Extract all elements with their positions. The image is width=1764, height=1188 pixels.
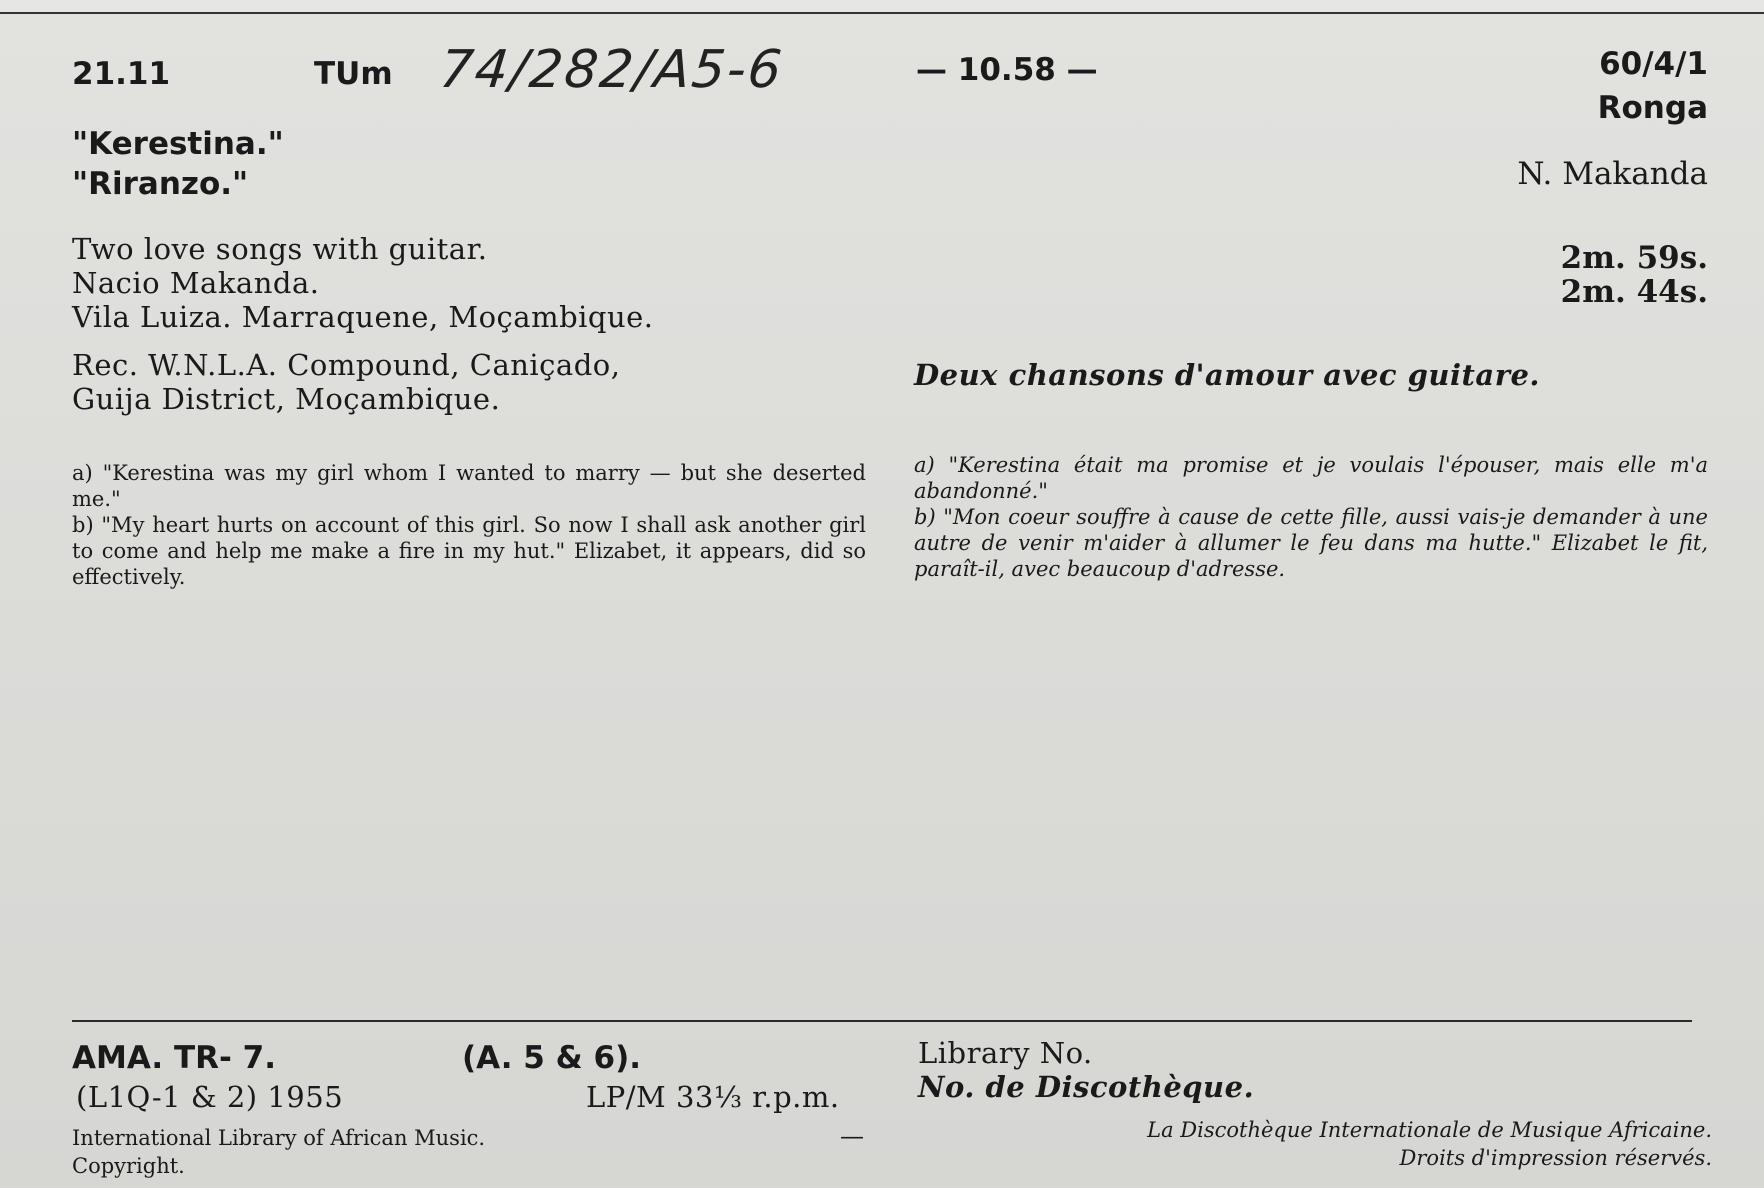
footer-dash: — bbox=[840, 1122, 864, 1150]
recording-location-1: Rec. W.N.L.A. Compound, Caniçado, bbox=[72, 348, 621, 382]
library-number-label: Library No. bbox=[918, 1036, 1093, 1070]
record-format: LP/M 33⅓ r.p.m. bbox=[586, 1080, 840, 1114]
french-description: Deux chansons d'amour avec guitare. bbox=[914, 358, 1541, 392]
copyright-french: Droits d'impression réservés. bbox=[1399, 1146, 1712, 1170]
recording-location-2: Guija District, Moçambique. bbox=[72, 382, 501, 416]
duration-1: 2m. 59s. bbox=[1560, 240, 1708, 276]
description-line-2: Nacio Makanda. bbox=[72, 266, 320, 300]
card-top-edge bbox=[0, 0, 1764, 14]
description-line-1: Two love songs with guitar. bbox=[72, 232, 488, 266]
record-code: TUm bbox=[314, 56, 393, 92]
album-sides: (A. 5 & 6). bbox=[462, 1040, 642, 1076]
handwritten-reference: 74/282/A5-6 bbox=[436, 40, 787, 100]
catalog-number: — 10.58 — bbox=[916, 52, 1098, 88]
performer-name: N. Makanda bbox=[1517, 156, 1708, 192]
record-date: 21.11 bbox=[72, 56, 171, 92]
library-number-label-fr: No. de Discothèque. bbox=[918, 1070, 1255, 1104]
publisher-french: La Discothèque Internationale de Musique Africaine. bbox=[1147, 1118, 1712, 1142]
notes-english bbox=[72, 460, 866, 590]
note-en-b: b) "My heart hurts on account of this girl. So now I shall ask another girl to come and help me make a fire in my hut." Elizabet, it appears, did so effectively. bbox=[72, 513, 866, 589]
note-fr-a: a) "Kerestina était ma promise et je voulais l'épouser, mais elle m'a abandonné." bbox=[914, 453, 1708, 503]
album-number: AMA. TR- 7. bbox=[72, 1040, 276, 1076]
publisher-english: International Library of African Music. bbox=[72, 1126, 486, 1150]
notes-french bbox=[914, 452, 1708, 582]
note-en-a: a) "Kerestina was my girl whom I wanted to marry — but she deserted me." bbox=[72, 461, 866, 511]
language-label: Ronga bbox=[1597, 90, 1708, 126]
footer-divider bbox=[72, 1020, 1692, 1022]
song-title-1: "Kerestina." bbox=[72, 126, 284, 162]
duration-2: 2m. 44s. bbox=[1560, 274, 1708, 310]
song-title-2: "Riranzo." bbox=[72, 166, 249, 202]
reference-code: 60/4/1 bbox=[1599, 46, 1708, 82]
note-fr-b: b) "Mon coeur souffre à cause de cette fille, aussi vais-je demander à une autre de venir m'aider à allumer le feu dans ma hutte." Elizabet le fit, paraît-il, avec beaucoup d'adresse. bbox=[914, 505, 1708, 581]
description-line-3: Vila Luiza. Marraquene, Moçambique. bbox=[72, 300, 654, 334]
matrix-year: (L1Q-1 & 2) 1955 bbox=[76, 1080, 344, 1114]
copyright-english: Copyright. bbox=[72, 1154, 185, 1178]
